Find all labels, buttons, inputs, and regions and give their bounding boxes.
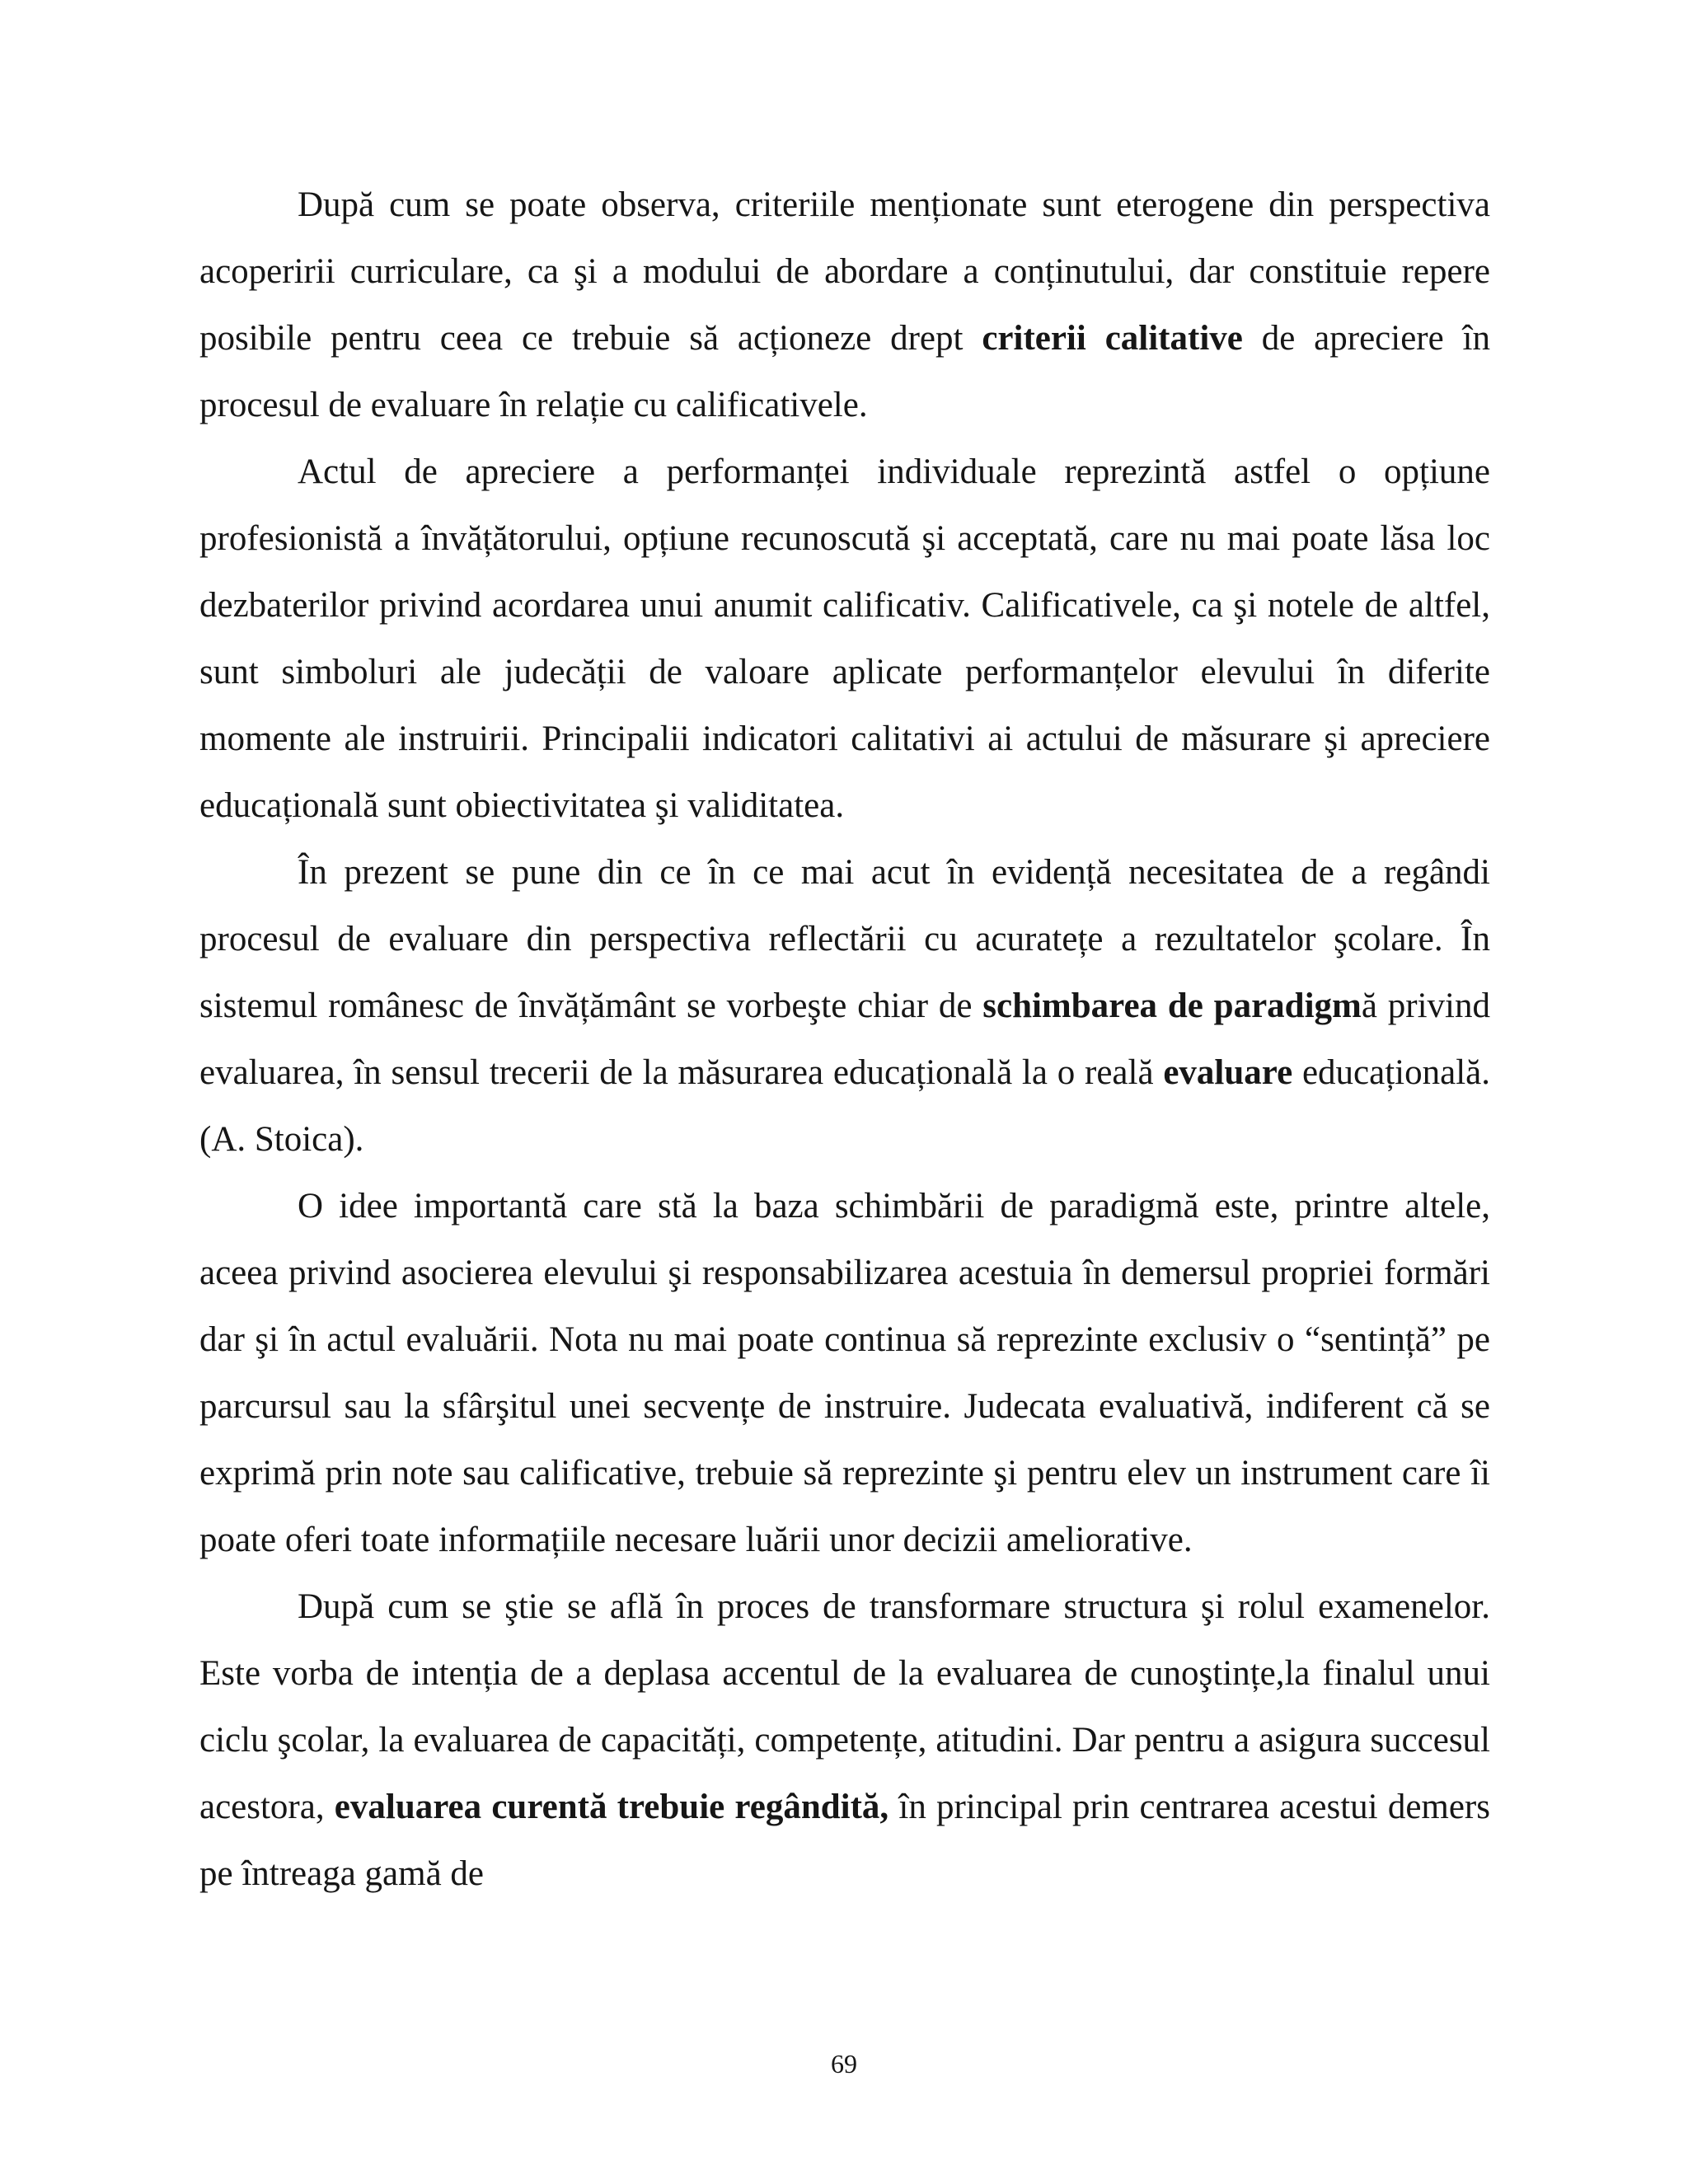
text-run: de apreciere în procesul de evaluare în relație cu calificativele. [199,319,1491,424]
paragraph [199,1173,1490,1573]
text-run: Actul de apreciere a performanței individuale reprezintă astfel o opțiune profesionistă a învățătorului, opțiune recunoscută şi acceptată, care nu mai poate lăsa loc dezbaterilor privind acordarea unui anumit calificativ. Calificativele, ca şi notele de altfel, sunt simboluri ale judecății de valoare aplicate performanțelor elevului în diferite momente ale instruirii. Principalii indicatori calitativi ai actului de măsurare şi apreciere educațională sunt obiectivitatea şi validitatea. [199,452,1490,825]
bold-text-run: evaluare [1163,1053,1293,1092]
text-run: În prezent se pune din ce în ce mai acut în evidență necesitatea de a regândi procesul de evaluare din perspectiva reflectării cu acuratețe a rezultatelor şcolare. În sistemul românesc de învățământ se vorbeşte chiar de [199,853,1490,1025]
text-run: educațională. (A. Stoica). [199,1053,1490,1159]
body-text [199,171,1490,1907]
paragraph [199,171,1490,438]
paragraph [199,839,1490,1173]
bold-text-run: criterii calitative [982,319,1243,358]
text-run: ă privind evaluarea, în sensul trecerii de la măsurarea educațională la o reală [199,987,1490,1092]
text-run: După cum se poate observa, criteriile menționate sunt eterogene din perspectiva acoperirii curriculare, ca şi a modului de abordare a conținutului, dar constituie repere posibile pentru ceea ce trebuie să acționeze drept [199,185,1490,358]
paragraph [199,438,1490,839]
text-run: în principal prin centrarea acestui demers pe întreaga gamă de [199,1788,1490,1893]
text-run: O idee importantă care stă la baza schimbării de paradigmă este, printre altele, aceea privind asocierea elevului şi responsabilizarea acestuia în demersul propriei formări dar şi în actul evaluării. Nota nu mai poate continua să reprezinte exclusiv o “sentință” pe parcursul sau la sfârşitul unei secvențe de instruire. Judecata evaluativă, indiferent că se exprimă prin note sau calificative, trebuie să reprezinte şi pentru elev un instrument care îi poate oferi toate informațiile necesare luării unor decizii ameliorative. [199,1187,1490,1559]
bold-text-run: schimbarea de paradigm [982,987,1362,1025]
bold-text-run: evaluarea curentă trebuie regândită, [334,1788,889,1826]
paragraph [199,1573,1490,1907]
text-run: După cum se ştie se află în proces de transformare structura şi rolul examenelor. Este vorba de intenția de a deplasa accentul de la evaluarea de cunoştințe,la finalul unui ciclu şcolar, la evaluarea de capacități, competențe, atitudini. Dar pentru a asigura succesul acestora, [199,1587,1490,1826]
page-number: 69 [831,2049,857,2079]
